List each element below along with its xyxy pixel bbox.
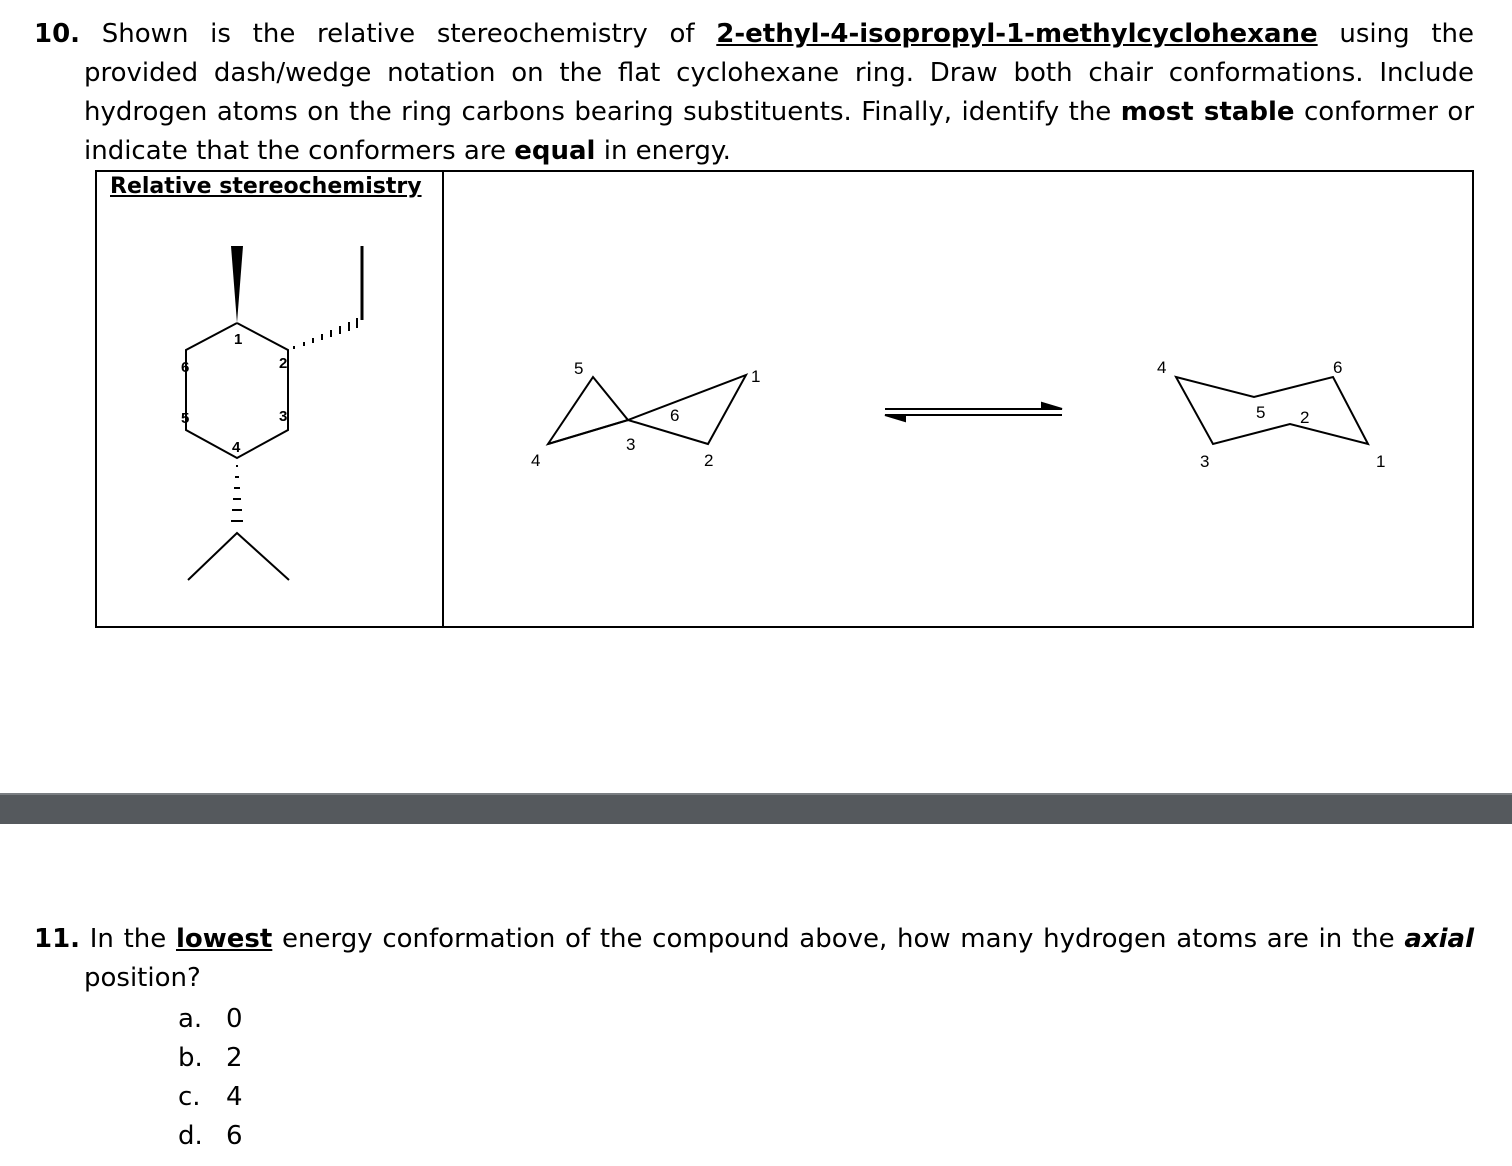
section-divider bbox=[0, 793, 1512, 824]
chair2-label-6: 6 bbox=[1333, 358, 1343, 377]
question-10-text-b: using the provided dash/wedge notation on the flat cyclohexane ring. Draw both chair conformations. Include hydrogen atoms on the ring carbons bearing substituents. Finally, identify the bbox=[84, 19, 1475, 127]
question-11 bbox=[34, 920, 1474, 998]
chair2-label-2: 2 bbox=[1300, 408, 1310, 427]
isopropyl-hash bbox=[231, 466, 243, 521]
flat-label-3: 3 bbox=[279, 408, 288, 425]
question-11-text-b: energy conformation of the compound above, how many hydrogen atoms are in the bbox=[282, 924, 1395, 954]
ethyl-hash bbox=[294, 318, 357, 349]
option-d[interactable]: d. 6 bbox=[178, 1121, 243, 1151]
chair1-label-3: 3 bbox=[626, 435, 636, 454]
chair1-label-5: 5 bbox=[574, 359, 584, 378]
most-stable-keyword: most stable bbox=[1120, 97, 1295, 127]
question-10-number: 10. bbox=[34, 19, 81, 49]
question-11-text-c: position? bbox=[84, 963, 201, 993]
chair1-label-6: 6 bbox=[670, 406, 680, 425]
option-a[interactable]: a. 0 bbox=[178, 1004, 243, 1034]
flat-label-2: 2 bbox=[279, 355, 288, 372]
lowest-keyword: lowest bbox=[175, 924, 273, 954]
chair-1 bbox=[548, 375, 746, 444]
chair2-label-3: 3 bbox=[1200, 452, 1210, 471]
chair2-label-1: 1 bbox=[1376, 452, 1386, 471]
option-c[interactable]: c. 4 bbox=[178, 1082, 243, 1112]
relative-stereo-title: Relative stereochemistry bbox=[110, 174, 422, 199]
chair1-label-2: 2 bbox=[704, 451, 714, 470]
compound-name: 2-ethyl-4-isopropyl-1-methylcyclohexane bbox=[716, 19, 1318, 49]
answer-options bbox=[178, 1000, 243, 1156]
question-10-text-d: in energy. bbox=[603, 136, 731, 166]
equal-keyword: equal bbox=[514, 136, 596, 166]
chair2-label-4: 4 bbox=[1157, 358, 1167, 377]
flat-label-1: 1 bbox=[234, 331, 243, 348]
methyl-wedge bbox=[231, 246, 243, 323]
flat-label-6: 6 bbox=[181, 359, 190, 376]
chair-2 bbox=[1176, 377, 1368, 444]
question-10-text-a: Shown is the relative stereochemistry of bbox=[101, 19, 695, 49]
question-10-text-c: conformer or indicate that the conformers are bbox=[84, 97, 1475, 166]
flat-label-5: 5 bbox=[181, 410, 190, 427]
flat-label-4: 4 bbox=[232, 439, 241, 456]
isopropyl-branches bbox=[188, 533, 289, 580]
equilibrium-arrows bbox=[885, 403, 1062, 421]
question-11-text-a: In the bbox=[89, 924, 167, 954]
chair1-label-4: 4 bbox=[531, 451, 541, 470]
option-b[interactable]: b. 2 bbox=[178, 1043, 243, 1073]
box-frame bbox=[96, 171, 1473, 627]
axial-keyword: axial bbox=[1404, 924, 1475, 954]
chair1-label-1: 1 bbox=[751, 367, 761, 386]
question-11-number: 11. bbox=[34, 924, 81, 954]
chair2-label-5: 5 bbox=[1256, 403, 1266, 422]
